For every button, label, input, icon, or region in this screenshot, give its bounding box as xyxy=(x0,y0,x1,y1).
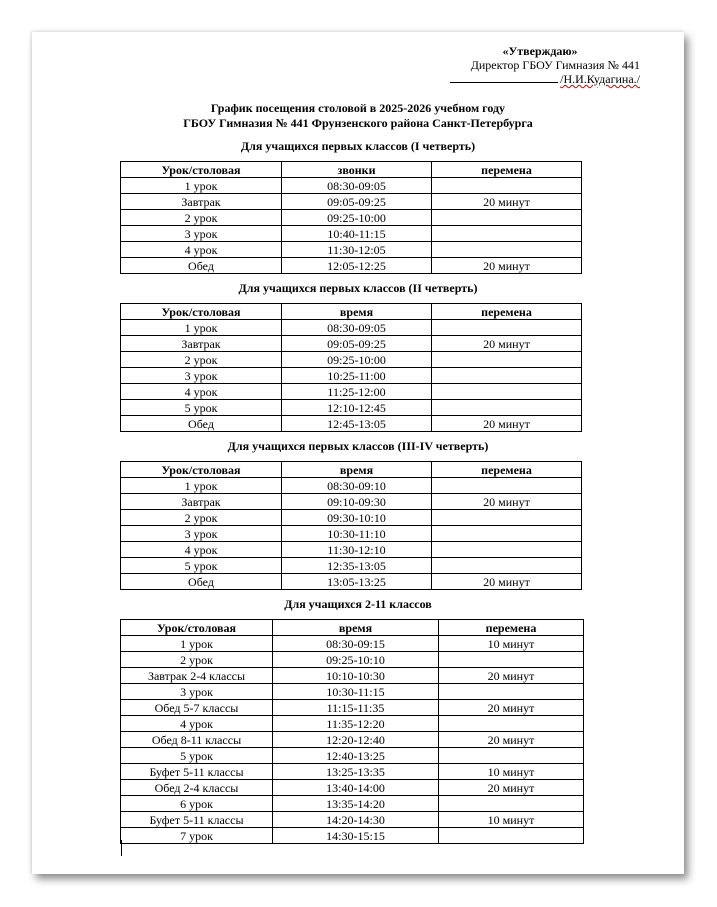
table-row xyxy=(121,478,582,494)
break-cell xyxy=(432,226,582,242)
table-header-row xyxy=(121,304,582,320)
time-cell: 10:30-11:15 xyxy=(273,684,439,700)
lesson-cell: 3 урок xyxy=(121,684,273,700)
break-cell xyxy=(439,652,584,668)
break-cell: 20 минут xyxy=(432,574,582,590)
break-cell xyxy=(432,242,582,258)
break-cell: 10 минут xyxy=(439,636,584,652)
lesson-cell: Обед 8-11 классы xyxy=(121,732,273,748)
time-cell: 09:05-09:25 xyxy=(282,336,432,352)
break-cell: 20 минут xyxy=(432,336,582,352)
table-row xyxy=(121,226,582,242)
table-row xyxy=(121,400,582,416)
text-cursor xyxy=(121,840,122,856)
break-cell xyxy=(432,178,582,194)
table-3-caption: Для учащихся первых классов (III-IV четверть) xyxy=(227,439,489,453)
table-row xyxy=(121,636,584,652)
lesson-cell: 7 урок xyxy=(121,828,273,844)
break-cell xyxy=(439,716,584,732)
break-cell xyxy=(432,320,582,336)
lesson-cell: 2 урок xyxy=(121,210,282,226)
header-cell: Урок/столовая xyxy=(121,304,282,320)
time-cell: 13:25-13:35 xyxy=(273,764,439,780)
lesson-cell: 3 урок xyxy=(121,526,282,542)
table-row xyxy=(121,542,582,558)
time-cell: 13:05-13:25 xyxy=(282,574,432,590)
lesson-cell: 2 урок xyxy=(121,352,282,368)
header-cell: перемена xyxy=(432,304,582,320)
table-row xyxy=(121,748,584,764)
lesson-cell: 4 урок xyxy=(121,242,282,258)
lesson-cell: Обед 2-4 классы xyxy=(121,780,273,796)
time-cell: 13:35-14:20 xyxy=(273,796,439,812)
table-row xyxy=(121,352,582,368)
break-cell xyxy=(432,510,582,526)
time-cell: 08:30-09:05 xyxy=(282,178,432,194)
table-row xyxy=(121,796,584,812)
break-cell: 20 минут xyxy=(439,780,584,796)
time-cell: 09:10-09:30 xyxy=(282,494,432,510)
time-cell: 12:35-13:05 xyxy=(282,558,432,574)
table-row xyxy=(121,336,582,352)
header-cell: Урок/столовая xyxy=(121,620,273,636)
break-cell xyxy=(432,558,582,574)
heading-line-1: График посещения столовой в 2025-2026 учебном году xyxy=(210,101,506,115)
break-cell: 10 минут xyxy=(439,812,584,828)
break-cell xyxy=(439,828,584,844)
lesson-cell: Завтрак xyxy=(121,494,282,510)
break-cell xyxy=(439,684,584,700)
approval-title: «Утверждаю» xyxy=(502,44,578,58)
table-row xyxy=(121,242,582,258)
break-cell xyxy=(432,542,582,558)
break-cell xyxy=(432,352,582,368)
approval-signature-line xyxy=(450,72,640,86)
lesson-cell: 5 урок xyxy=(121,748,273,764)
table-row xyxy=(121,368,582,384)
table-1-caption: Для учащихся первых классов (I четверть) xyxy=(240,139,476,153)
lesson-cell: Обед xyxy=(121,416,282,432)
break-cell: 20 минут xyxy=(432,494,582,510)
time-cell: 09:25-10:00 xyxy=(282,210,432,226)
table-row xyxy=(121,558,582,574)
lesson-cell: 4 урок xyxy=(121,716,273,732)
break-cell xyxy=(432,384,582,400)
break-cell: 10 минут xyxy=(439,764,584,780)
header-cell: время xyxy=(273,620,439,636)
table-row xyxy=(121,812,584,828)
lesson-cell: 4 урок xyxy=(121,384,282,400)
time-cell: 09:25-10:00 xyxy=(282,352,432,368)
time-cell: 11:30-12:05 xyxy=(282,242,432,258)
time-cell: 10:10-10:30 xyxy=(273,668,439,684)
table-row xyxy=(121,384,582,400)
break-cell: 20 минут xyxy=(432,258,582,274)
break-cell xyxy=(432,210,582,226)
time-cell: 12:40-13:25 xyxy=(273,748,439,764)
schedule-table-4 xyxy=(120,619,584,844)
lesson-cell: 5 урок xyxy=(121,400,282,416)
lesson-cell: 6 урок xyxy=(121,796,273,812)
break-cell: 20 минут xyxy=(439,700,584,716)
header-cell: время xyxy=(282,304,432,320)
time-cell: 08:30-09:05 xyxy=(282,320,432,336)
lesson-cell: 5 урок xyxy=(121,558,282,574)
header-cell: перемена xyxy=(432,162,582,178)
table-2-caption: Для учащихся первых классов (II четверть) xyxy=(238,281,478,295)
time-cell: 10:40-11:15 xyxy=(282,226,432,242)
lesson-cell: Завтрак 2-4 классы xyxy=(121,668,273,684)
header-cell: перемена xyxy=(432,462,582,478)
table-row xyxy=(121,210,582,226)
lesson-cell: 1 урок xyxy=(121,636,273,652)
table-row xyxy=(121,668,584,684)
break-cell xyxy=(432,478,582,494)
header-cell: перемена xyxy=(439,620,584,636)
approval-signature-name: /Н.И.Кудагина./ xyxy=(560,72,640,86)
time-cell: 11:35-12:20 xyxy=(273,716,439,732)
schedule-table-3 xyxy=(120,461,582,590)
lesson-cell: 1 урок xyxy=(121,320,282,336)
schedule-table-1 xyxy=(120,161,582,274)
time-cell: 08:30-09:10 xyxy=(282,478,432,494)
time-cell: 10:30-11:10 xyxy=(282,526,432,542)
time-cell: 14:20-14:30 xyxy=(273,812,439,828)
schedule-table-2 xyxy=(120,303,582,432)
approval-position: Директор ГБОУ Гимназия № 441 xyxy=(470,58,640,72)
break-cell: 20 минут xyxy=(439,732,584,748)
table-row xyxy=(121,416,582,432)
header-cell: звонки xyxy=(282,162,432,178)
table-row xyxy=(121,194,582,210)
time-cell: 11:15-11:35 xyxy=(273,700,439,716)
table-row xyxy=(121,652,584,668)
table-row xyxy=(121,700,584,716)
header-cell: время xyxy=(282,462,432,478)
table-row xyxy=(121,764,584,780)
break-cell xyxy=(432,526,582,542)
table-header-row xyxy=(121,462,582,478)
approval-block xyxy=(380,44,640,86)
time-cell: 09:05-09:25 xyxy=(282,194,432,210)
lesson-cell: Обед xyxy=(121,574,282,590)
table-row xyxy=(121,732,584,748)
time-cell: 11:30-12:10 xyxy=(282,542,432,558)
document-heading xyxy=(32,101,684,131)
time-cell: 11:25-12:00 xyxy=(282,384,432,400)
time-cell: 10:25-11:00 xyxy=(282,368,432,384)
lesson-cell: Буфет 5-11 классы xyxy=(121,764,273,780)
table-row xyxy=(121,828,584,844)
table-row xyxy=(121,684,584,700)
lesson-cell: Буфет 5-11 классы xyxy=(121,812,273,828)
break-cell xyxy=(432,368,582,384)
lesson-cell: Обед 5-7 классы xyxy=(121,700,273,716)
lesson-cell: 4 урок xyxy=(121,542,282,558)
break-cell: 20 минут xyxy=(432,194,582,210)
table-header-row xyxy=(121,162,582,178)
break-cell xyxy=(432,400,582,416)
break-cell xyxy=(439,748,584,764)
header-cell: Урок/столовая xyxy=(121,162,282,178)
table-row xyxy=(121,780,584,796)
time-cell: 14:30-15:15 xyxy=(273,828,439,844)
document-page xyxy=(32,32,684,874)
time-cell: 09:25-10:10 xyxy=(273,652,439,668)
table-row xyxy=(121,320,582,336)
table-row xyxy=(121,526,582,542)
lesson-cell: 2 урок xyxy=(121,652,273,668)
break-cell xyxy=(439,796,584,812)
table-header-row xyxy=(121,620,584,636)
lesson-cell: Обед xyxy=(121,258,282,274)
heading-line-2: ГБОУ Гимназия № 441 Фрунзенского района Санкт-Петербурга xyxy=(183,116,533,130)
lesson-cell: Завтрак xyxy=(121,194,282,210)
time-cell: 08:30-09:15 xyxy=(273,636,439,652)
lesson-cell: 3 урок xyxy=(121,368,282,384)
table-row xyxy=(121,178,582,194)
table-row xyxy=(121,494,582,510)
table-row xyxy=(121,716,584,732)
time-cell: 12:10-12:45 xyxy=(282,400,432,416)
time-cell: 12:45-13:05 xyxy=(282,416,432,432)
time-cell: 12:20-12:40 xyxy=(273,732,439,748)
header-cell: Урок/столовая xyxy=(121,462,282,478)
time-cell: 09:30-10:10 xyxy=(282,510,432,526)
lesson-cell: 2 урок xyxy=(121,510,282,526)
break-cell: 20 минут xyxy=(432,416,582,432)
table-row xyxy=(121,510,582,526)
time-cell: 13:40-14:00 xyxy=(273,780,439,796)
break-cell: 20 минут xyxy=(439,668,584,684)
table-row xyxy=(121,574,582,590)
lesson-cell: 1 урок xyxy=(121,478,282,494)
table-row xyxy=(121,258,582,274)
table-4-caption: Для учащихся 2-11 классов xyxy=(284,597,432,611)
signature-blank-line xyxy=(450,72,558,83)
lesson-cell: Завтрак xyxy=(121,336,282,352)
lesson-cell: 1 урок xyxy=(121,178,282,194)
lesson-cell: 3 урок xyxy=(121,226,282,242)
time-cell: 12:05-12:25 xyxy=(282,258,432,274)
